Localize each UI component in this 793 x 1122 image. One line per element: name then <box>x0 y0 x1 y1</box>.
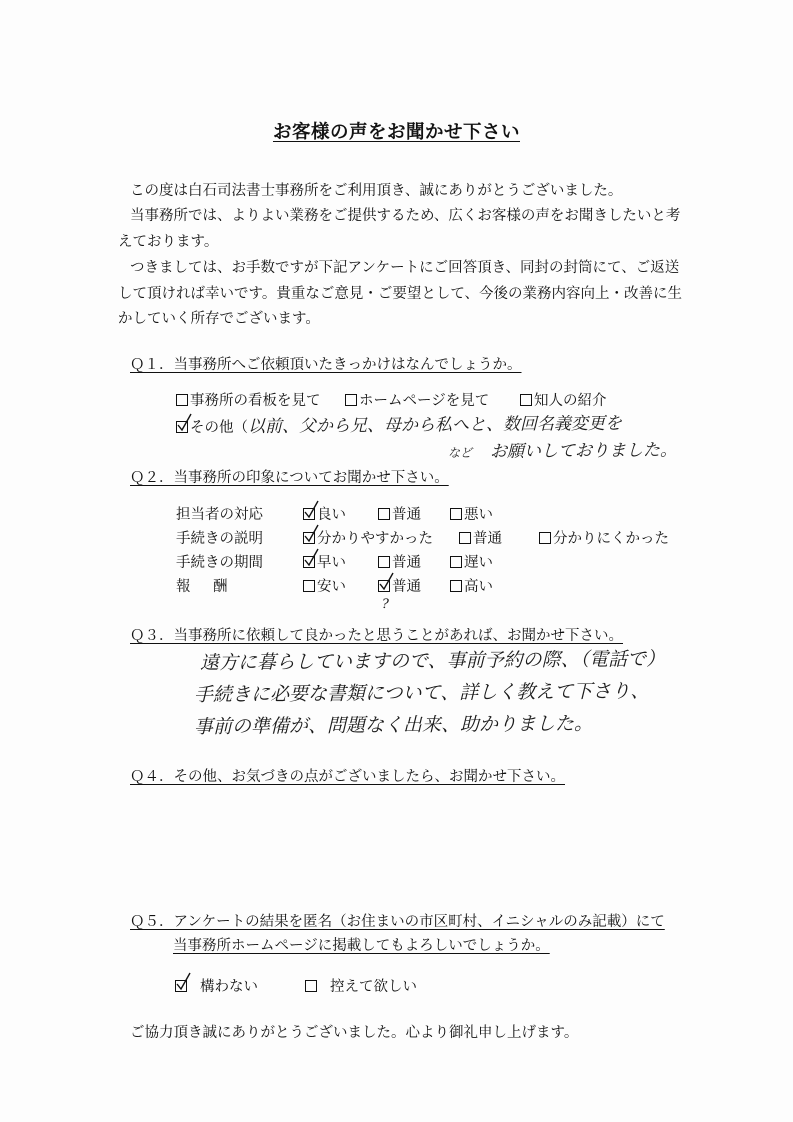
option-label: 事務所の看板を見て <box>190 393 321 409</box>
q2-question: 当事務所の印象についてお聞かせ下さい。 <box>173 470 449 486</box>
q3-heading <box>130 627 623 645</box>
checkmark-icon <box>303 548 319 568</box>
q1-option-signboard[interactable] <box>176 392 321 410</box>
checkbox[interactable] <box>450 580 462 592</box>
handwritten-note: ? <box>381 596 390 612</box>
checkbox[interactable] <box>520 394 532 406</box>
handwritten-line: お願いしておりました。 <box>489 440 678 462</box>
intro-line: かしていく所存でございます。 <box>118 311 320 327</box>
handwritten-line: 手続きに必要な書類について、詳しく教えて下さり、 <box>193 680 650 706</box>
checkbox[interactable] <box>303 532 315 544</box>
q2-heading <box>130 469 449 487</box>
checkbox[interactable] <box>450 556 462 568</box>
checkbox[interactable] <box>175 980 187 992</box>
option-label: 普通 <box>473 531 502 547</box>
q5-heading <box>130 913 665 931</box>
closing-message: ご協力頂き誠にありがとうございました。心より御礼申し上げます。 <box>130 1025 579 1041</box>
rating-option[interactable] <box>450 578 493 596</box>
rating-option[interactable] <box>303 554 346 572</box>
rating-option[interactable] <box>378 554 421 572</box>
checkmark-icon <box>378 572 394 592</box>
row-label: 報 酬 <box>176 579 232 595</box>
option-label: 控えて欲しい <box>330 979 417 995</box>
checkbox[interactable] <box>450 508 462 520</box>
q2-number: Ｑ２． <box>130 470 174 486</box>
checkbox[interactable] <box>303 508 315 520</box>
handwritten-line: 以前、父から兄、母から私へと、数回名義変更を <box>247 413 623 437</box>
option-label: 遅い <box>464 555 493 571</box>
intro-line: えております。 <box>118 234 219 250</box>
survey-title <box>0 121 793 145</box>
option-label: 普通 <box>392 579 421 595</box>
option-label: その他（ <box>190 420 248 436</box>
q4-question: その他、お気づきの点がございましたら、お聞かせ下さい。 <box>173 769 565 785</box>
q1-heading <box>130 356 522 374</box>
option-label: 構わない <box>200 979 258 995</box>
option-label: 知人の紹介 <box>534 393 607 409</box>
option-label: 安い <box>317 579 346 595</box>
checkmark-icon <box>303 524 319 544</box>
checkmark-icon <box>176 413 192 433</box>
option-label: 悪い <box>464 507 493 523</box>
checkbox[interactable] <box>305 980 317 992</box>
handwritten-line: 遠方に暮らしていますので、事前予約の際、（電話で） <box>199 647 666 674</box>
rating-option[interactable] <box>303 578 346 596</box>
rating-option[interactable] <box>303 506 346 524</box>
option-label: 分かりにくかった <box>553 531 669 547</box>
option-label: 高い <box>464 579 493 595</box>
option-label: 早い <box>317 555 346 571</box>
q3-answer-area[interactable] <box>190 648 700 744</box>
q4-heading <box>130 768 565 786</box>
checkbox[interactable] <box>459 532 471 544</box>
q1-option-other[interactable] <box>176 419 248 437</box>
checkbox[interactable] <box>176 394 188 406</box>
rating-option[interactable] <box>539 530 669 548</box>
q1-option-homepage[interactable] <box>345 392 489 410</box>
option-label: 分かりやすかった <box>317 531 433 547</box>
option-label: ホームページを見て <box>359 393 490 409</box>
q1-option-referral[interactable] <box>520 392 607 410</box>
checkbox[interactable] <box>303 556 315 568</box>
intro-line: この度は白石司法書士事務所をご利用頂き、誠にありがとうございました。 <box>130 183 623 199</box>
rating-option[interactable] <box>450 554 493 572</box>
checkbox[interactable] <box>176 421 188 433</box>
checkbox[interactable] <box>378 508 390 520</box>
q1-number: Ｑ１． <box>130 357 174 373</box>
checkmark-icon <box>303 500 319 520</box>
handwritten-insert: など <box>447 445 473 460</box>
q5-option-decline[interactable] <box>305 978 417 996</box>
checkbox[interactable] <box>345 394 357 406</box>
rating-option[interactable] <box>378 506 421 524</box>
row-label: 手続きの期間 <box>176 555 263 571</box>
q5-question-line: 当事務所ホームページに掲載してもよろしいでしょうか。 <box>173 938 550 954</box>
checkbox[interactable] <box>303 580 315 592</box>
row-label: 手続きの説明 <box>176 531 263 547</box>
checkbox[interactable] <box>539 532 551 544</box>
q3-number: Ｑ３． <box>130 628 174 644</box>
q5-option-allow[interactable] <box>175 978 258 996</box>
handwritten-line: 事前の準備が、問題なく出来、助かりました。 <box>193 712 594 738</box>
intro-line: 当事務所では、よりよい業務をご提供するため、広くお客様の声をお聞きしたいと考 <box>130 208 681 224</box>
survey-title-text: お客様の声をお聞かせ下さい <box>272 122 520 143</box>
intro-line: つきましては、お手数ですが下記アンケートにご回答頂き、同封の封筒にて、ご返送 <box>130 260 680 276</box>
q1-other-answer[interactable] <box>246 413 696 468</box>
q3-question: 当事務所に依頼して良かったと思うことがあれば、お聞かせ下さい。 <box>173 628 623 644</box>
q5-number: Ｑ５． <box>130 914 174 930</box>
q1-question: 当事務所へご依頼頂いたきっかけはなんでしょうか。 <box>173 357 522 373</box>
intro-line: して頂ければ幸いです。貴重なご意見・ご要望として、今後の業務内容向上・改善に生 <box>118 286 683 302</box>
rating-option[interactable] <box>303 530 433 548</box>
checkmark-icon <box>175 972 191 992</box>
q4-number: Ｑ４． <box>130 769 174 785</box>
rating-option[interactable] <box>459 530 502 548</box>
row-label: 担当者の対応 <box>176 507 263 523</box>
q4-answer-area[interactable] <box>172 795 692 895</box>
option-label: 普通 <box>392 555 421 571</box>
checkbox[interactable] <box>378 580 390 592</box>
option-label: 普通 <box>392 507 421 523</box>
option-label: 良い <box>317 507 346 523</box>
q5-question-line: アンケートの結果を匿名（お住まいの市区町村、イニシャルのみ記載）にて <box>173 914 665 930</box>
rating-option[interactable] <box>450 506 493 524</box>
rating-option[interactable] <box>378 578 421 596</box>
checkbox[interactable] <box>378 556 390 568</box>
